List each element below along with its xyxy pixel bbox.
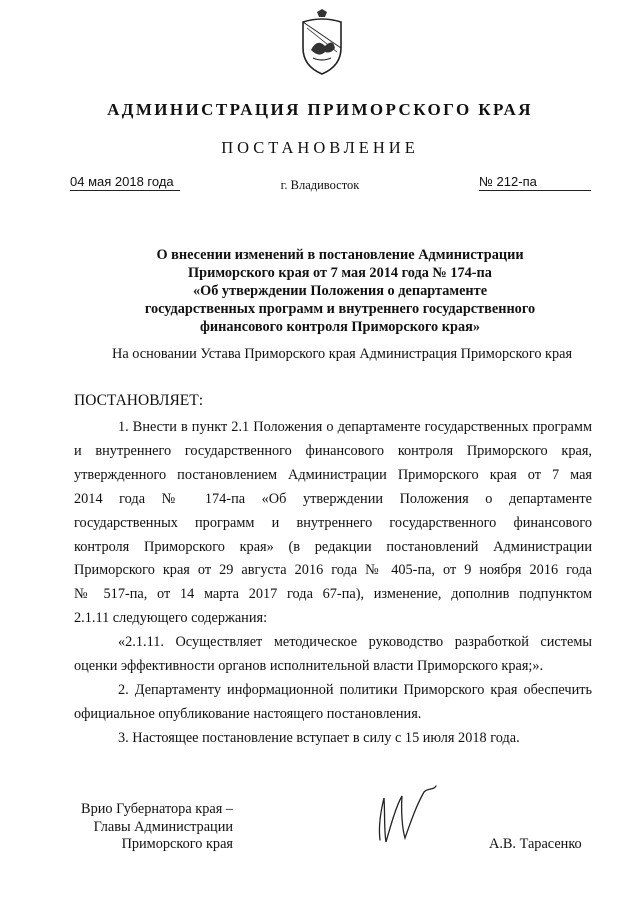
body-line: «2.1.11. Осуществляет методическое руководство разработкой системы [118, 634, 592, 651]
body-line: № 517-па, от 14 марта 2017 года 67-па), изменение, дополнив подпунктом [74, 586, 592, 603]
body-line: государственных программ и внутреннего государственного финансового [74, 514, 592, 531]
body-line: официальное опубликование настоящего постановления. [74, 705, 422, 722]
title-line: финансового контроля Приморского края» [200, 319, 480, 335]
document-number: № 212-па [479, 174, 591, 191]
document-city: г. Владивосток [280, 178, 360, 192]
signatory-position-line: Приморского края [121, 836, 233, 852]
title-line: Приморского края от 7 мая 2014 года № 174-па [188, 265, 492, 281]
signatory-position [73, 801, 233, 854]
coat-of-arms-emblem [293, 8, 351, 78]
document-date: 04 мая 2018 года [70, 174, 180, 191]
document-title [100, 246, 580, 336]
body-line: Приморского края от 29 августа 2016 года № 405-па, от 9 ноября 2016 года [74, 562, 592, 579]
signatory-name: А.В. Тарасенко [489, 836, 582, 852]
title-line: О внесении изменений в постановление Администрации [156, 247, 524, 263]
body-line: 2014 года № 174-па «Об утверждении Положения о департаменте [74, 490, 592, 507]
body-line: утвержденного постановлением Администрации Приморского края от 7 мая [74, 466, 592, 483]
signatory-position-line: Главы Администрации [93, 818, 233, 835]
resolves-heading: ПОСТАНОВЛЯЕТ: [74, 392, 204, 409]
basis-paragraph: На основании Устава Приморского края Администрация Приморского края [112, 346, 573, 362]
body-line: 3. Настоящее постановление вступает в силу с 15 июля 2018 года. [118, 729, 520, 746]
document-type: ПОСТАНОВЛЕНИЕ [221, 138, 419, 157]
body-line: и внутреннего государственного финансового контроля Приморского края, [74, 442, 592, 459]
body-line: 2.1.11 следующего содержания: [74, 610, 268, 627]
title-line: государственных программ и внутреннего государственного [144, 301, 536, 317]
document-body [74, 416, 592, 751]
handwritten-signature [372, 784, 442, 846]
body-line: 2. Департаменту информационной политики Приморского края обеспечить [118, 681, 592, 698]
body-line: 1. Внести в пункт 2.1 Положения о департаменте государственных программ [118, 419, 592, 435]
body-line: оценки эффективности органов исполнительной власти Приморского края;». [74, 658, 544, 675]
body-line: контроля Приморского края» (в редакции постановлений Администрации [74, 538, 592, 555]
organization-title: АДМИНИСТРАЦИЯ ПРИМОРСКОГО КРАЯ [107, 100, 533, 119]
title-line: «Об утверждении Положения о департаменте [192, 283, 488, 299]
signatory-position-line: Врио Губернатора края – [81, 801, 233, 817]
